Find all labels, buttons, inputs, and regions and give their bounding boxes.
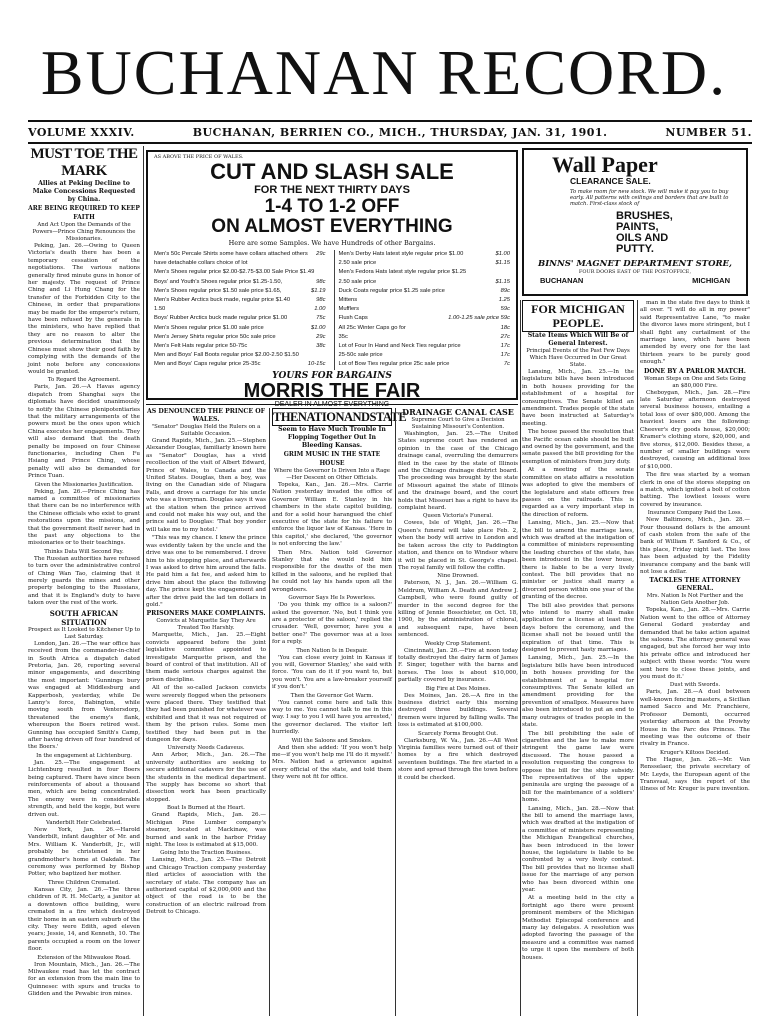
ad-sale-item <box>339 360 511 369</box>
paragraph: Lansing, Mich., Jan. 25.—In the legislature bills have been introduced in both houses providing for the establishment of a hospital for consumptives. The Senate killed an amendment. Trades people of the state have been instructed at Saturday's meeting. <box>522 369 634 427</box>
ad-top-line: AS ABOVE THE PRICE OF WALES. <box>154 154 244 160</box>
ad-sale-item-price: $1.15 <box>495 278 510 285</box>
ad-sale-item-price: 1.00 <box>314 306 326 313</box>
subhead-prisoners: PRISONERS MAKE COMPLAINTS. <box>146 610 266 618</box>
subhead-deck: Mrs. Nation Is Not Further and the Nation Gets Another Job. <box>646 593 744 607</box>
subhead: To Regard the Agreement. <box>47 377 121 384</box>
subhead: In the engagement at Lichtenburg. <box>36 752 132 759</box>
subhead: Big Fire at Des Moines. <box>425 685 491 692</box>
subhead: Boat Is Burned at the Heart. <box>167 805 245 812</box>
headline-for-michigan-people: FOR MICHIGAN PEOPLE. <box>522 300 634 332</box>
ad-sale-item <box>339 324 511 333</box>
subhead-deck: Woman Steps on One and Sets Going an $80,000 Fire. <box>644 375 746 389</box>
ad-sale-item-label: Boys' and Youth's Shoes regular price $1.25-1.50, <box>154 278 283 285</box>
ad-sale-item <box>154 360 326 369</box>
paragraph: The Hague, Jan. 26.—Mr. Van Rensselaer, the private secretary of Mr. Leyds, the European agent of the Transvaal, says the report of the illness of Mr. Kruger is pure invention. <box>640 756 750 793</box>
deck-state-items: State Items Which Will Be of General Interest. <box>527 332 629 347</box>
paragraph: The house passed the resolution that the Pacific ocean cable should be built and owned by the government, and the senate passed the bill providing for the exemption of ministers from jury duty. <box>522 429 634 465</box>
paragraph: 'You can close every joint in Kansas if you will, Governor Stanley,' she said with force. 'You can do it if you want to, but you won't. You are a law-breaker yourself if you don't.' <box>272 654 392 691</box>
paragraph: man in the state five days to think it all over. "I will do all in my power" said Representative Lane, "to make the divorce laws more stringent, but I shall fight any curtailment of the marriage laws, which have been amended by every one for the last thirteen years to be purely good enough." <box>640 300 750 366</box>
ad-sale-title: CUT AND SLASH SALE <box>210 159 454 184</box>
ad-sale-item-label: Mufflers <box>338 306 360 313</box>
deck-powers: And Act Upon the Demands of the Powers—Prince Ching Renounces the Missionaries. <box>32 222 136 242</box>
subhead-deck: Convicts at Marquette Say They Are Treated Too Harshly. <box>156 618 256 632</box>
ad-sale-item <box>339 314 511 323</box>
paragraph: New York, Jan. 26.—Harold Vanderbilt, infant daughter of Mr. and Mrs. William K. Vanderbilt, Jr., will probably be christened in her grandmother's home at Oakdale. The ceremony was performed by Bishop Potter, who baptized her mother. <box>28 827 140 878</box>
ad-sale-item-price: 10-15c <box>307 361 326 368</box>
ad-sale-item-label: Lot of Four In Hand and Neck Ties regular price <box>338 343 461 350</box>
ad-sale-item-price: $1.00 <box>310 324 326 331</box>
subhead: Will the Saloons and Smokes. <box>291 737 373 744</box>
column-divider <box>637 300 638 1016</box>
paragraph: Marquette, Mich., Jan. 25.—Eight convicts appeared before the joint legislative committee appointed to investigate Marquette prison, and the board of control of that institution. All of them made serious charges against the prison discipline. <box>146 632 266 683</box>
ad-wallpaper-item: PAINTS, <box>616 220 659 233</box>
ad-sale-item <box>154 278 326 287</box>
ad-sale-yours: YOURS FOR BARGAINS <box>272 370 392 381</box>
issue-number: NUMBER 51. <box>665 126 752 139</box>
paragraph: Jan. 25.—The engagement at Lichtenburg resulted in four Boers being captured. There have since been reinforcements of about a thousand men, which are being concentrated. The enemy were in considerable strength, and held the kopje, but were driven out. <box>28 759 140 818</box>
subhead: Extension of the Milwaukee Road. <box>37 954 131 961</box>
ad-wallpaper-sub: CLEARANCE SALE. <box>570 176 651 186</box>
ad-sale-item-price: $1.19 <box>310 287 326 294</box>
paragraph: Lansing, Mich., Jan. 25.—The Detroit and Chicago Traction company yesterday filed articles of association with the secretary of state. The company has an authorized capital of $2,000,000 and the object of the road is to be the construction of an electric railroad from Detroit to Chicago. <box>146 857 266 916</box>
headline-nation-and-state: THENATIONANDSTATE <box>273 410 407 424</box>
paragraph: At a meeting of the senate committee on state affairs a resolution was adopted to give the members of the legislature and state officers free passes on the railroads. This is regarded as a very important step in the direction of reform. <box>522 467 634 518</box>
ad-sale-item-label: Flush Caps <box>338 315 368 322</box>
ad-sale-item-label: 25-50c sale price <box>338 352 383 359</box>
paragraph: 'Do you think my office is a saloon?' asked the governor. 'No, but I think you are a protector of the saloon,' replied the crusader. 'Well, governor, have you a better one?' The governor was at a loss for a reply. <box>272 602 392 646</box>
section-south-africa: SOUTH AFRICAN SITUATION <box>49 608 119 627</box>
subhead: Then Nation Is in Despair. <box>296 647 368 654</box>
subhead: Governor Says He Is Powerless. <box>288 595 376 602</box>
paragraph: Ann Arbor, Mich., Jan. 26.—The university authorities are seeking to secure additional cadavers for the use of the students in the medical department. The supply has become so short that dissection work has been practically stopped. <box>146 752 266 803</box>
column-nation-and-state <box>272 408 407 1016</box>
paragraph: London, Jan. 26.—The war office has received from the commander-in-chief in South Africa a dispatch dated Pretoria, Jan. 26, reporting several minor engagements, and describing the most important: 'Gunnings bury was engaged at Middlesburg and Kapperbosh, yesterday, while De Lanny's force, Babington, while moving south from Ventersdorp, threatened the enemy's flank, whereupon the Boers retired west. Gunning has occupied Smith's Camp, after having driven off four hundred of the Boers.' <box>28 640 140 751</box>
ad-sale-item-price: 75c <box>316 315 326 322</box>
deck-allies: Allies at Peking Decline to Make Concessions Requested by China. <box>32 180 136 203</box>
ad-sale-item-label: Men's Shoes regular price $1.50 sale price $1.65, <box>154 287 282 294</box>
paragraph: Topeka, Kan., Jan. 26.—Mrs. Carrie Nation yesterday invaded the office of Governor William E. Stanley in his chambers in the state capitol building, and for a solid hour harangued the chief executive of the state for his failure to enforce the liquor law of Kansas. 'Here in this capitol,' she declared, 'the governor is not enforcing the law.' <box>272 482 392 548</box>
paragraph: Cheboygan, Mich., Jan. 28.—Fire late Saturday afternoon destroyed several business houses, entailing a total loss of over $80,000. Among the heaviest losers are the following: Cheever's dry goods house, $20,000; Kramer's clothing store, $20,000, and five stores, $12,000. Besides these, a number of smaller buildings were destroyed, causing an additional loss of $10,000. <box>640 389 750 470</box>
paragraph: "This was my chance. I knew the prince was evidently taken by the uncle and the drive was one to be remembered. I drove him to his stopping place, and afterwards I was asked to drive him around the falls. He paid him a fat fee, and asked him to drive him about the place the following day. The prince kept the engagement and after the drive paid the lad ten dollars in gold." <box>146 535 266 608</box>
paragraph: Clarksburg, W. Va., Jan. 26.—All West Virginia families were turned out of their homes by a fire which destroyed seventeen buildings. The fire started in a store and spread through the town before it could be checked. <box>398 737 518 781</box>
masthead-rule-top <box>28 120 752 122</box>
section-rule <box>146 404 518 405</box>
ad-sale-item-label: Men's 50c Percale Shirts some have collars attached others have detachable collars choice of lot <box>154 251 308 267</box>
headline-drainage-canal: DRAINAGE CANAL CASE <box>402 407 514 417</box>
ad-sale-item-price: $1.15 <box>495 260 510 267</box>
paragraph: The bill prohibiting the sale of cigarettes and the law to make more stringent the game law were discussed. The house passed a resolution requesting the congress to oppose the bill for the ship subsidy. The representatives of the upper peninsula are urging the passage of a bill for the maintenance of a soldiers' home. <box>522 730 634 804</box>
paragraph: 'You cannot come here and talk this way to me. You cannot talk to me in this way. I say to you I will have you arrested,' the governor declared. The visitor left hurriedly. <box>272 699 392 736</box>
ad-sale-item <box>339 287 511 296</box>
paragraph: New Baltimore, Mich., Jan. 28.—Four thousand dollars is the amount of cash stolen from the safe of the bank of William F. Sanford & Co., of this place, Friday night last. The loss has been adjusted by the Fidelity insurance company and the bank will not lose a dollar. <box>640 517 750 575</box>
column-divider <box>395 408 396 1016</box>
ad-sale-dealer: DEALER IN ALMOST EVERYTHING <box>274 400 390 408</box>
ad-sale-item-price: 29c <box>316 333 326 340</box>
ad-sale-item <box>339 250 511 259</box>
subhead: Dust with Swords. <box>669 682 721 689</box>
paragraph: Lansing, Mich., Jan. 25.—Now that the bill to amend the marriage laws, which was drafted at the instigation of a committee of ministers representing the leading churches of the state, has been introduced in the lower house, there is liable to be a very lively contest. The bill provides that no minister or justice shall marry a divorced person within one year of the granting of the decree. <box>522 520 634 601</box>
ad-wallpaper-title: Wall Paper <box>552 152 658 177</box>
ad-sale-item-label: 2.50 sale price <box>338 278 377 285</box>
ad-sale-item-price: 1.25 <box>498 297 510 304</box>
ad-wallpaper-store: BINNS' MAGNET DEPARTMENT STORE, <box>538 258 732 269</box>
deck-keep-faith: ARE BEING REQUIRED TO KEEP FAITH <box>28 205 140 221</box>
paragraph: Iron Mountain, Mich., Jan. 26.—The Milwaukee road has let the contract for an extension from the main line to Quinnesec with spurs and trucks to Glidden and the Pewabic iron mines. <box>28 961 140 998</box>
ad-sale-sub: FOR THE NEXT THIRTY DAYS <box>254 184 410 196</box>
paragraph: Grand Rapids, Mich., Jan. 26.—Michigan Pine Lumber company's steamer, located at Mackinaw, was burned and sank in the harbor Friday night. The loss is estimated at $15,000. <box>146 812 266 848</box>
deck-supreme-court: Supreme Court to Give a Decision Sustaining Missouri's Contention. <box>411 417 505 430</box>
subhead: Nine Drowned. <box>437 573 479 580</box>
paragraph: The fire was started by a woman clerk in one of the stores stepping on a match, which ignited a bolt of cotton batting. The lowliest losses were covered by insurance. <box>640 472 750 508</box>
paragraph: Lansing, Mich., Jan. 28.—Now that the bill to amend the marriage laws, which was drafted at the instigation of a committee of ministers representing the Michigan Evangelical churches, has been introduced in the lower house, the legislature is liable to be confronted by a very lively contest. The bill provides that no license shall issue for the marriage of any person who has been divorced within one year. <box>522 805 634 894</box>
deck-douglas: "Senator" Douglas Held the Rulers on a Suitable Occasion. <box>151 424 261 437</box>
paragraph: The bill also provides that persons who intend to marry shall make application for a license at least five days before the ceremony, and the license shall not be issued until the expiration of that time. This is designed to prevent hasty marriages. <box>522 602 634 654</box>
ad-sale-item-label: Duck Coats regular price $1.25 sale price <box>338 287 445 294</box>
ad-sale-list-left <box>154 250 326 370</box>
ad-sale-item-label: Men's Derby Hats latest style regular price $1.00 <box>338 251 464 257</box>
ad-sale-item <box>154 333 326 342</box>
place-date: BUCHANAN, BERRIEN CO., MICH., THURSDAY, JAN. 31, 1901. <box>192 126 608 139</box>
paragraph: Paris, Jan. 28.—A duel between well-known fencing masters, a Sicilian named Sacco and Mr. Franchiere, Professor Demonti, occurred yesterday afternoon at the Prowhy House in the Parc des Princes. The meeting was the outcome of their rivalry in France. <box>640 689 750 748</box>
ad-sale-item-label: Men and Boys' Fall Boots regular price $2.00-2.50 $1.50 <box>154 352 299 359</box>
ad-sale-big2: ON ALMOST EVERYTHING <box>211 216 453 237</box>
ad-sale-item-label: 1.50 <box>154 306 166 313</box>
headline-must-toe-the-mark: MUST TOE THE MARK <box>30 146 138 179</box>
ad-sale-item-label: 2.50 sale price <box>338 260 377 267</box>
paragraph: And then she added: 'If you won't help me—if you won't help me I'll do it myself.' Mrs. Nation had a grievance against every official of the state, and told them they were not fit for office. <box>272 744 392 781</box>
paragraph: Cincinnati, Jan. 26.—Fire at noon today totally destroyed the dairy farm of James F. Singer, together with the barns and horses. The loss is about $10,000, partially covered by insurance. <box>398 647 518 684</box>
subhead: Given the Missionaries Justification. <box>34 481 134 488</box>
ad-sale-item-label: Men's Fedora Hats latest style regular price $1.25 <box>338 269 467 276</box>
ad-sale-item-price: 17c <box>500 352 510 359</box>
paragraph: Topeka, Kan., Jan. 28.—Mrs. Carrie Nation went to the office of Attorney General Godard yesterday and demanded that he take action against the saloons. The attorney general was engaged, but she forced her way into his private office and introduced her subject with these words: 'You were sent here to close these joints, and you must do it.' <box>640 607 750 681</box>
subhead: Three Children Cremated. <box>48 879 120 886</box>
column-divider <box>520 300 521 1016</box>
ad-sale-big: 1-4 TO 1-2 OFF <box>264 196 400 217</box>
deck-grim-music: GRIM MUSIC IN THE STATE HOUSE <box>283 451 381 467</box>
paragraph: Peking, Jan. 26.—Prince Ching has named a committee of missionaries that there can be no interference with the Chinese officials who exist to grant restorations upon the missions, and that the government itself never had in the past any objections to the missionaries or to their teachings. <box>28 488 140 547</box>
ad-sale-item-price: 98c <box>316 278 326 285</box>
subhead: Scarcely Forms Brought Out. <box>418 730 498 737</box>
ad-wallpaper-item: OILS AND <box>616 231 669 244</box>
ad-sale-item <box>154 305 326 314</box>
section-deck: Prospect as It Looked to Kitchener Up to Last Saturday. <box>28 626 140 640</box>
ad-wallpaper-town: BUCHANAN <box>540 275 584 285</box>
ad-sale-item-label: Lot of Bow Ties regular price 25c sale price <box>338 361 450 368</box>
ad-sale-item <box>154 351 326 360</box>
paragraph: Paterson, N. J., Jan. 26.—William G. Meldrum, William A. Death and Andrew J. Campbell, who were found guilty of murder in the second degree for the killing of Jennie Bosschieter, on Oct. 18, 1900, by the administration of chloral, and subsequent rape, have been sentenced. <box>398 580 518 639</box>
paragraph: Peking, Jan. 26.—Owing to Queen Victoria's death there has been a temporary cessation of the negotiations. The various nations generally fired minute guns in honor of her majesty. The request of Prince Ching and Li Hung Chang for the transfer of the Forbidden City to the Chinese, in order that preparations may be made for the emperor's return, have been refused by the generals in the ministers, who have replied that they are no reason to alter the previous determination that the Chinese must show their good faith by complying with the demands of the joint note before any concessions would be granted. <box>28 243 140 375</box>
column-divider <box>143 146 144 1016</box>
volume-label: VOLUME XXXIV. <box>28 126 135 139</box>
subhead-attorney-general: TACKLES THE ATTORNEY GENERAL. <box>649 577 741 593</box>
ad-sale-item <box>154 250 326 268</box>
ad-cut-and-slash-sale <box>146 150 518 408</box>
subhead: University Needs Cadaveus. <box>167 745 245 752</box>
ad-sale-item-label: Men's Shoes regular price $2.00-$2.75-$3.00 Sale Price $1.49 <box>154 269 315 276</box>
column-prince-of-wales <box>146 408 266 1016</box>
ad-sale-item-label: Mittens <box>338 297 358 304</box>
subhead: Queen Victoria's Funeral. <box>423 513 493 520</box>
ad-wall-paper <box>522 148 748 296</box>
ad-sale-item-price: 17c <box>500 343 510 350</box>
ad-sale-item-label: Men's Jersey Shirts regular price 50c sale price <box>154 333 276 340</box>
paragraph: Washington, Jan. 25.—The United States supreme court has rendered an opinion in the case of the Chicago drainage canal, overruling the demurrers filed in the case by the state of Illinois and the Chicago drainage district board. The proceeding was brought by the state of Missouri against the state of Illinois and the drainage board, and the court holds that Missouri has a right to have its complaint heard. <box>398 431 518 512</box>
ad-sale-item-price: $1.00 <box>495 251 510 257</box>
ad-sale-item-price: 18c <box>500 324 510 331</box>
ad-wallpaper-item: BRUSHES, <box>616 209 673 222</box>
ad-sale-item-price: 59c <box>500 306 510 313</box>
ad-sale-item <box>339 278 511 287</box>
ad-sale-item <box>339 259 511 268</box>
subhead-parlor-match: DONE BY A PARLOR MATCH. <box>644 367 746 375</box>
ad-sale-item-label: Men's Shoes regular price $1.00 sale price <box>154 324 264 331</box>
subhead: Thinks Data Will Second Pay. <box>44 548 124 555</box>
ad-sale-item <box>154 342 326 351</box>
ad-sale-item-price: 27c <box>500 333 510 340</box>
paragraph: The Russian authorities have refused to turn over the administrative control of Ching Wan Tao, claiming that it merely guards the mines and other property belonging to the Russians, and that it is England's duty to have taken over the rest of the work. <box>28 555 140 607</box>
paragraph: Lansing, Mich., Jan. 25.—In the legislature bills have been introduced in both houses providing for the establishment of a hospital for consumptives. The Senate killed an amendment providing for the prevention of smallpox. Measures have also been introduced to put an end to many outrages of trades people in the state. <box>522 655 634 729</box>
ad-sale-item-label: 35c <box>338 333 348 340</box>
ad-sale-item <box>339 342 511 351</box>
subhead: Then the Governor Got Warm. <box>290 692 374 699</box>
paragraph: Cowes, Isle of Wight, Jan. 26.—The Queen's funeral will take place Feb. 2, when the body will arrive in London and be taken across the city to Paddington station, and thence on to Windsor where it will be placed in St. George's chapel. The royal family will follow the coffin. <box>398 520 518 571</box>
ad-wallpaper-note: To make room for new stock. We will make it pay you to buy early. All patterns with ceilings and borders that are built to match. First-class stock of <box>570 189 729 208</box>
column-drainage-canal <box>398 408 518 1016</box>
deck-principal-events: Principal Events of the Past Few Days Which Have Occurred in Our Great State. <box>526 348 630 368</box>
headline-prince: AS DENOUNCED THE PRINCE OF WALES. <box>146 408 265 423</box>
deck-governor: Where the Governor Is Driven Into a Rage—Her Descent on Other Officials. <box>274 468 390 481</box>
ad-sale-item <box>154 314 326 323</box>
ad-sale-samples: Here are some Samples. We have Hundreds of other Bargains. <box>228 239 436 247</box>
subhead: Weekly Crop Statement. <box>424 640 492 647</box>
ad-sale-item-label: All 25c Winter Caps go for <box>338 324 406 331</box>
column-parlor-match <box>640 300 750 1016</box>
ad-sale-item-price: 98c <box>316 297 326 304</box>
ad-sale-item <box>339 305 511 314</box>
ad-sale-item <box>154 296 326 305</box>
ad-sale-item-label: Boys' Rubber Arctics buck made regular price $1.00 <box>154 315 288 322</box>
ad-wallpaper-item: PUTTY. <box>616 242 654 255</box>
ad-sale-item <box>339 296 511 305</box>
dateline <box>28 126 752 139</box>
ad-sale-item-price: 89c <box>500 287 510 294</box>
ad-sale-item <box>154 287 326 296</box>
ad-sale-item <box>154 268 326 277</box>
ad-sale-list-right <box>334 250 511 370</box>
ad-sale-item-price: 1.00-1.25 sale price 59c <box>448 315 510 322</box>
subhead: Insurance Company Paid the Loss. <box>647 510 743 517</box>
subhead: Kruger's Kiltoos Decided. <box>660 749 730 756</box>
subhead: Going Into the Traction Business. <box>160 850 252 857</box>
paragraph: Kansas City, Jan. 26.—The three children of R. H. McCarty, a janitor at a downtown office building, were cremated in a fire which destroyed their home in an eastern suburb of the city. They were Edith, aged eleven years; Jessie, 14, and Kenneth, 10. The parents occupied a room on the lower floor. <box>28 886 140 953</box>
ad-sale-item-price: 38c <box>316 343 326 350</box>
ad-wallpaper-doors: FOUR DOORS EAST OF THE POSTOFFICE, <box>578 268 692 275</box>
masthead-title: BUCHANAN RECORD. <box>40 37 728 108</box>
column-china <box>28 146 140 1016</box>
ad-wallpaper-state: MICHIGAN <box>692 275 730 285</box>
deck-kansas: Seem to Have Much Trouble In Flopping Together Out In Bleeding Kansas. <box>278 426 386 449</box>
column-divider <box>269 408 270 1016</box>
paragraph: At a meeting held in the city a fortnight ago there were present prominent members of the Michigan Methodist Episcopal conference and many lay delegates. A resolution was adopted favoring the passage of the measure and a committee was named to urge it upon the members of both houses. <box>522 895 634 961</box>
ad-sale-item-price: 29c <box>316 251 326 257</box>
ad-sale-item <box>339 268 511 277</box>
ad-sale-item-label: Men's Rubber Arctics buck made, regular price $1.40 <box>154 297 291 304</box>
ad-sale-item <box>339 351 511 360</box>
column-michigan <box>522 300 634 1016</box>
ad-sale-item-label: Men's Felt Hats regular price 50-75c <box>154 343 248 350</box>
paragraph: All of the so-called Jackson convicts were severely flogged when the prisoners were placed there. They testified that they had been punished for whatever was exhibited and that it was not required of them by the prison rules. Some men testified they had been put in the dungeon for days. <box>146 685 266 744</box>
paragraph: Paris, Jan. 26.—A Havas agency dispatch from Shanghai says the diplomats have decided unanimously to notify the Chinese plenipotentiaries that the military arrangements of the powers must be the ones upon which China executes her engagements. They will also demand that the death penalty be imposed on four Chinese functionaries, including Chen Fu Hsiang and Prince Ching, whose penalty will also be demanded for Prince Tuan. <box>28 384 140 480</box>
paragraph: Grand Rapids, Mich., Jan. 25.—Stephen Alexander Douglas, familiarly known here as "Senator" Douglas, has a vivid recollection of the visit of Albert Edward, Prince of Wales, to Canada and the United States. Douglas, then a boy, was living on the Canadian side of Niagara Falls, and drove a carriage for his uncle who was a liveryman. Douglas says it was at the station when the prince arrived and could not make his way out, and the prince said to Douglas: 'That boy yonder will take me to my hotel.' <box>146 438 266 533</box>
ad-sale-item <box>339 333 511 342</box>
paragraph: Then Mrs. Nation told Governor Stanley that she would hold him responsible for the deaths of the men killed in the saloons, and he replied that he could not lay his hands upon all the wrongdoers. <box>272 549 392 593</box>
paragraph: Des Moines, Jan. 26.—A fire in the business district early this morning destroyed three buildings. Several firemen were injured by falling walls. The loss is estimated at $100,000. <box>398 692 518 729</box>
ad-sale-item <box>154 324 326 333</box>
masthead-rule-bottom <box>28 142 752 144</box>
ad-sale-item-price: 7c <box>503 361 510 368</box>
subhead: Vanderbilt Heir Celebrated. <box>46 820 122 827</box>
ad-sale-item-label: Men and Boys' Caps regular price 25-35c <box>154 361 261 368</box>
ad-sale-store: MORRIS THE FAIR <box>243 379 421 402</box>
